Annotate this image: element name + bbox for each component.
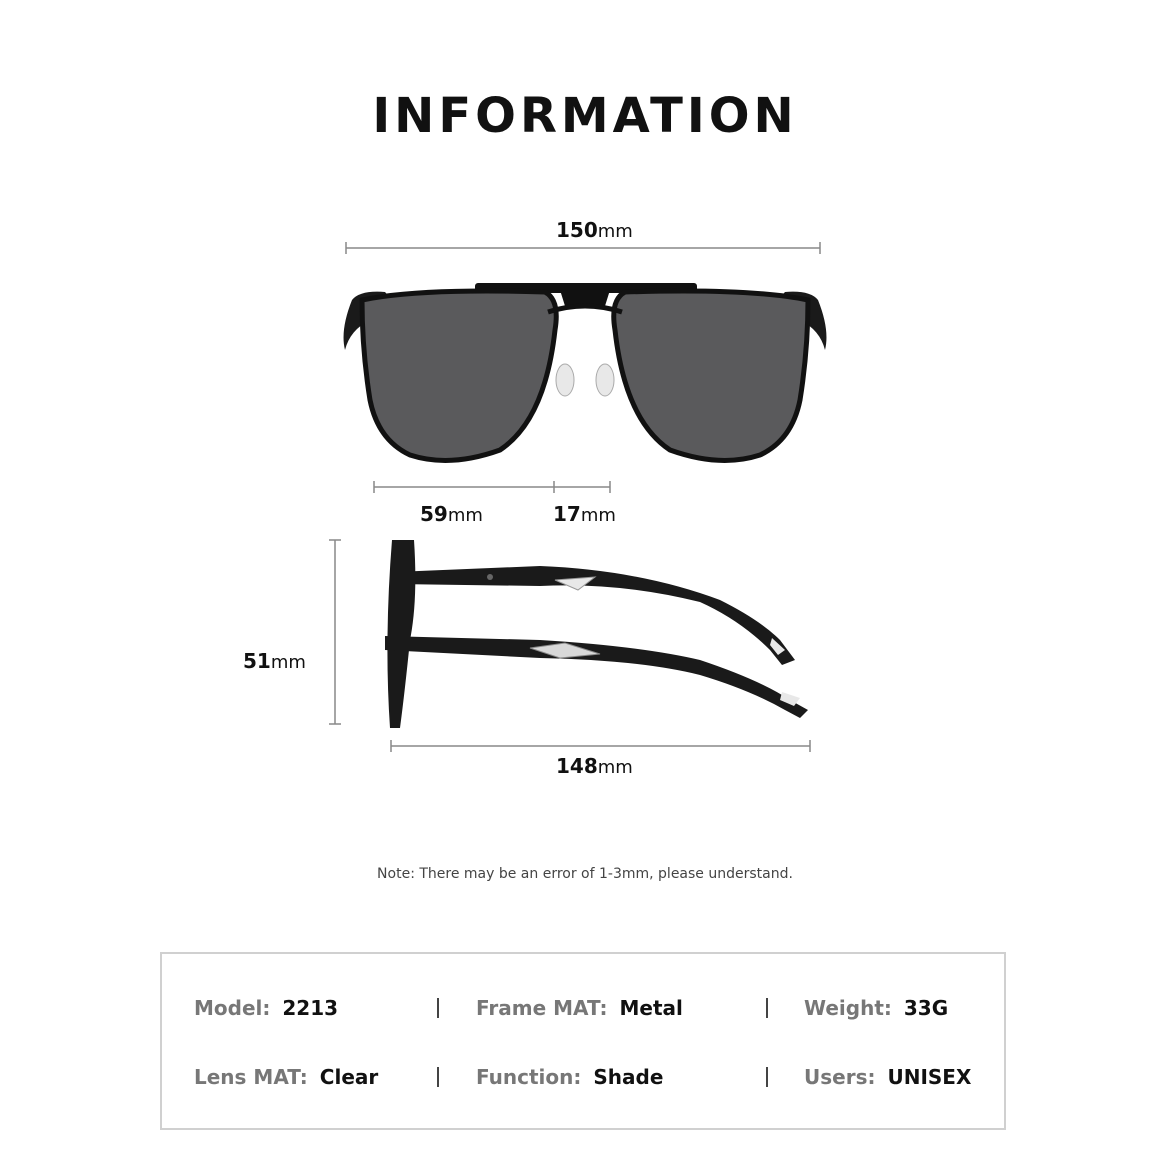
temple-measure-line xyxy=(391,740,810,752)
temple-length-unit: mm xyxy=(597,757,633,778)
spec-frame-mat-label: Frame MAT: xyxy=(476,996,608,1020)
spec-function xyxy=(476,1065,663,1089)
page-title: INFORMATION xyxy=(372,88,798,144)
spec-lens-mat xyxy=(194,1065,378,1089)
spec-divider xyxy=(766,1067,768,1087)
lens-bridge-measure-line xyxy=(374,481,610,493)
spec-model-label: Model: xyxy=(194,996,271,1020)
temple-length-value: 148 xyxy=(556,754,598,778)
lens-height-label xyxy=(243,649,306,673)
total-width-label xyxy=(556,218,633,242)
sunglasses-front-illustration xyxy=(344,283,827,460)
spec-divider xyxy=(766,998,768,1018)
lens-height-value: 51 xyxy=(243,649,271,673)
measurement-note: Note: There may be an error of 1-3mm, please understand. xyxy=(377,866,793,882)
bridge-value: 17 xyxy=(553,502,581,526)
lens-width-label xyxy=(420,502,483,526)
spec-model xyxy=(194,996,338,1020)
spec-lens-mat-value: Clear xyxy=(319,1065,379,1089)
spec-table xyxy=(160,952,1006,1130)
spec-frame-mat xyxy=(476,996,683,1020)
spec-users xyxy=(804,1065,971,1089)
width-measure-line xyxy=(346,242,820,254)
sunglasses-side-illustration xyxy=(385,540,808,728)
spec-weight xyxy=(804,996,948,1020)
spec-model-value: 2213 xyxy=(282,996,339,1020)
bridge-unit: mm xyxy=(580,505,616,526)
lens-width-unit: mm xyxy=(447,505,483,526)
spec-weight-label: Weight: xyxy=(804,996,892,1020)
spec-divider xyxy=(437,1067,439,1087)
total-width-value: 150 xyxy=(556,218,598,242)
lens-width-value: 59 xyxy=(420,502,448,526)
bridge-label xyxy=(553,502,616,526)
lens-height-unit: mm xyxy=(270,652,306,673)
height-measure-line xyxy=(329,540,341,724)
spec-weight-value: 33G xyxy=(903,996,949,1020)
spec-divider xyxy=(437,998,439,1018)
spec-users-value: UNISEX xyxy=(887,1065,972,1089)
spec-frame-mat-value: Metal xyxy=(619,996,683,1020)
spec-function-label: Function: xyxy=(476,1065,582,1089)
spec-function-value: Shade xyxy=(593,1065,664,1089)
spec-lens-mat-label: Lens MAT: xyxy=(194,1065,308,1089)
spec-users-label: Users: xyxy=(804,1065,876,1089)
temple-length-label xyxy=(556,754,633,778)
total-width-unit: mm xyxy=(597,221,633,242)
